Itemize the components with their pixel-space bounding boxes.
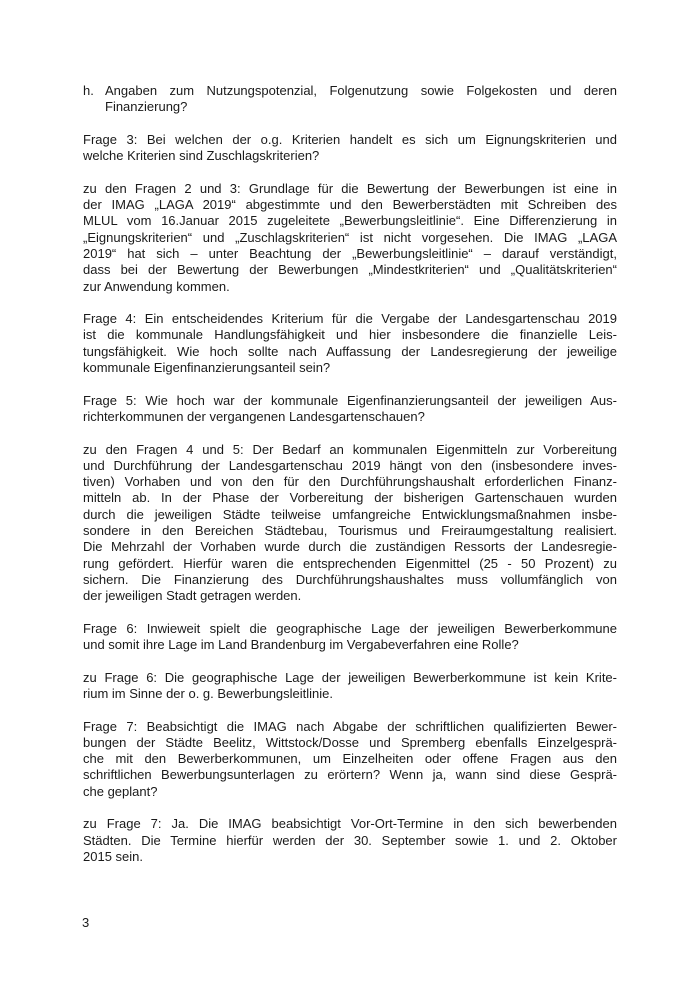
- text-line: der jeweiligen Stadt getragen werden.: [83, 588, 302, 604]
- text-line: welche Kriterien sind Zuschlagskriterien?: [83, 148, 320, 164]
- text-line: zu Frage 6: Die geographische Lage der jeweiligen Bewerberkommune ist kein Krite-: [83, 669, 617, 685]
- text-line: der IMAG „LAGA 2019“ abgestimmte und den Bewerberstädten mit Schreiben des: [83, 197, 617, 213]
- text-line: MLUL vom 16.Januar 2015 zugeleitete „Bewerbungsleitlinie“. Eine Differenzierung in: [83, 213, 617, 229]
- text-line: Frage 4: Ein entscheidendes Kriterium für die Vergabe der Landesgartenschau 2019: [83, 311, 617, 327]
- text-line: 2015 sein.: [83, 848, 143, 864]
- text-line: bungen der Städte Beelitz, Wittstock/Dosse und Spremberg ebenfalls Einzelgesprä-: [83, 734, 617, 750]
- text-line: Städten. Die Termine hierfür werden der 30. September sowie 1. und 2. Oktober: [83, 832, 617, 848]
- paragraph-frage-4: [83, 311, 617, 376]
- text-line: richterkommunen der vergangenen Landesgartenschauen?: [83, 408, 425, 424]
- text-line: dass bei der Bewertung der Bewerbungen „Mindestkriterien“ und „Qualitätskriterien“: [83, 262, 617, 278]
- text-line: und somit ihre Lage im Land Brandenburg im Vergabeverfahren eine Rolle?: [83, 637, 519, 653]
- text-line: Frage 7: Beabsichtigt die IMAG nach Abgabe der schriftlichen qualifizierten Bewer-: [83, 718, 617, 734]
- text-line: mitteln ab. In der Phase der Vorbereitung der bisherigen Gartenschauen wurden: [83, 490, 617, 506]
- text-line: Frage 3: Bei welchen der o.g. Kriterien handelt es sich um Eignungskriterien und: [83, 131, 617, 147]
- list-item-marker: h.: [83, 83, 94, 98]
- text-line: Angaben zum Nutzungspotenzial, Folgenutzung sowie Folgekosten und deren: [105, 83, 617, 98]
- text-line: durch die jeweiligen Städte teilweise umfangreiche Entwicklungsmaßnahmen insbe-: [83, 506, 617, 522]
- paragraph-frage-7: [83, 719, 617, 800]
- paragraph-antwort-fragen-2-und-3: [83, 181, 617, 295]
- text-line: rung gefördert. Hierfür waren die entsprechenden Eigenmittel (25 - 50 Prozent) zu: [83, 555, 617, 571]
- text-line: Die Mehrzahl der Vorhaben wurde durch die zuständigen Ressorts der Landesregie-: [83, 539, 617, 555]
- text-line: sichern. Die Finanzierung des Durchführungshaushaltes muss vollumfänglich von: [83, 571, 617, 587]
- text-line: zu den Fragen 2 und 3: Grundlage für die Bewertung der Bewerbungen ist eine in: [83, 180, 617, 196]
- text-line: tungsfähigkeit. Wie hoch sollte nach Auffassung der Landesregierung der jeweilige: [83, 343, 617, 359]
- text-line: tiven) Vorhaben und von den für den Durchführungshaushalt erforderlichen Finanz-: [83, 474, 617, 490]
- text-line: schriftlichen Bewerbungsunterlagen zu erörtern? Wenn ja, wann sind diese Gesprä-: [83, 767, 617, 783]
- text-line: zu Frage 7: Ja. Die IMAG beabsichtigt Vor-Ort-Termine in den sich bewerbenden: [83, 816, 617, 832]
- text-line: zu den Fragen 4 und 5: Der Bedarf an kommunalen Eigenmitteln zur Vorbereitung: [83, 441, 617, 457]
- text-line: rium im Sinne der o. g. Bewerbungsleitlinie.: [83, 685, 334, 701]
- page-number: 3: [82, 915, 90, 930]
- text-line: Finanzierung?: [105, 99, 188, 115]
- text-line: ist die kommunale Handlungsfähigkeit und hier insbesondere die finanzielle Leis-: [83, 327, 617, 343]
- paragraph-antwort-fragen-4-und-5: [83, 442, 617, 605]
- paragraph-antwort-frage-6: [83, 670, 617, 703]
- text-line: Frage 5: Wie hoch war der kommunale Eigenfinanzierungsanteil der jeweiligen Aus-: [83, 392, 617, 408]
- paragraph-frage-6: [83, 621, 617, 654]
- text-line: Frage 6: Inwieweit spielt die geographische Lage der jeweiligen Bewerberkommune: [83, 620, 617, 636]
- text-line: sondere in den Bereichen Städtebau, Tourismus und Freiraumgestaltung realisiert.: [83, 523, 617, 539]
- text-line: zur Anwendung kommen.: [83, 278, 230, 294]
- text-line: kommunale Eigenfinanzierungsanteil sein?: [83, 360, 331, 376]
- document-body: [83, 83, 617, 882]
- paragraph-list-item-h: [83, 83, 617, 116]
- paragraph-frage-5: [83, 393, 617, 426]
- text-line: und Durchführung der Landesgartenschau 2019 hängt von den (insbesondere inves-: [83, 457, 617, 473]
- paragraph-frage-3: [83, 132, 617, 165]
- paragraph-antwort-frage-7: [83, 816, 617, 865]
- text-line: che mit den Bewerberkommunen, um Einzelheiten oder offene Fragen aus den: [83, 751, 617, 767]
- text-line: che geplant?: [83, 783, 158, 799]
- text-line: 2019“ hat sich – unter Beachtung der „Bewerbungsleitlinie“ – darauf verständigt,: [83, 245, 617, 261]
- text-line: „Eignungskriterien“ und „Zuschlagskriterien“ ist nicht vorgesehen. Die IMAG „LAGA: [83, 229, 617, 245]
